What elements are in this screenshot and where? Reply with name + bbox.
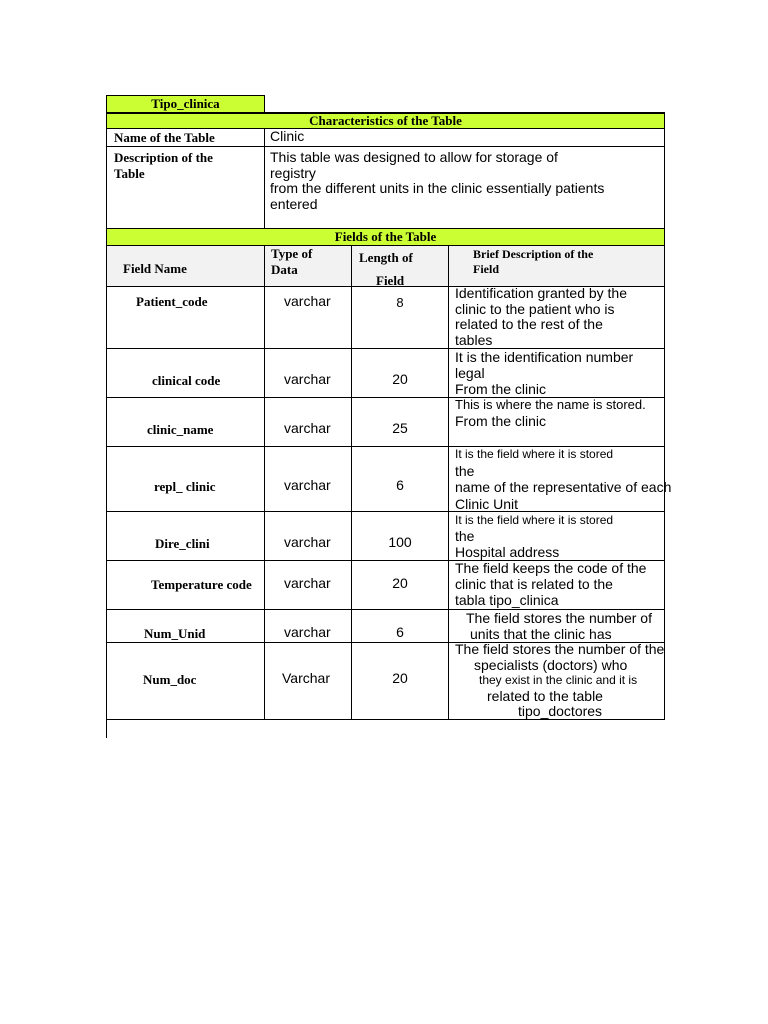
rule xyxy=(106,397,665,398)
rule xyxy=(448,245,449,720)
row-1-type: varchar xyxy=(284,371,331,387)
row-2-desc: This is where the name is stored. From the clinic xyxy=(455,397,646,429)
row-6-type: varchar xyxy=(284,624,331,640)
description-value: This table was designed to allow for storage of registry from the different units in the clinic essentially patients entered xyxy=(270,149,605,212)
rule xyxy=(106,609,665,610)
description-label: Description of the Table xyxy=(114,150,213,181)
row-7-desc: The field stores the number of the specialists (doctors) who they exist in the clinic and it is related to the table tipo_doctores xyxy=(455,641,665,719)
row-2-name: clinic_name xyxy=(147,422,214,437)
row-1-length: 20 xyxy=(392,371,408,387)
column-length: Length of Field xyxy=(359,250,413,288)
row-4-length: 100 xyxy=(388,534,412,550)
rule xyxy=(106,95,264,96)
row-0-name: Patient_code xyxy=(136,294,208,309)
rule xyxy=(264,128,265,229)
column-field-name: Field Name xyxy=(123,261,187,276)
row-0-type: varchar xyxy=(284,293,331,309)
row-4-desc: It is the field where it is stored the Hospital address xyxy=(455,513,614,560)
rule xyxy=(106,245,665,246)
rule xyxy=(106,95,107,738)
rule xyxy=(664,112,665,720)
rule xyxy=(106,719,665,720)
row-4-type: varchar xyxy=(284,534,331,550)
row-2-type: varchar xyxy=(284,420,331,436)
row-7-name: Num_doc xyxy=(143,672,197,687)
row-5-type: varchar xyxy=(284,575,331,591)
row-5-desc: The field keeps the code of the clinic that is related to the tabla tipo_clinica xyxy=(455,560,647,608)
column-type: Type of Data xyxy=(271,246,313,277)
name-value: Clinic xyxy=(270,128,305,144)
row-0-desc: Identification granted by the clinic to the patient who is related to the rest of the tables xyxy=(455,285,628,348)
row-1-desc: It is the identification number legal From the clinic xyxy=(455,349,634,397)
rule xyxy=(106,286,665,287)
rule xyxy=(264,245,265,720)
row-6-name: Num_Unid xyxy=(144,626,206,641)
row-5-name: Temperature code xyxy=(151,577,252,592)
row-6-length: 6 xyxy=(396,624,404,640)
rule xyxy=(106,511,665,512)
rule xyxy=(106,348,665,349)
fields-header-text: Fields of the Table xyxy=(334,229,437,244)
row-6-desc: The field stores the number of units that the clinic has xyxy=(466,610,652,642)
row-3-type: varchar xyxy=(284,477,331,493)
row-3-desc: It is the field where it is stored the name of the representative of each Clinic Unit xyxy=(455,447,672,512)
row-7-length: 20 xyxy=(392,670,408,686)
row-0-length: 8 xyxy=(396,295,404,310)
tab-title: Tipo_clinica xyxy=(151,96,220,111)
rule xyxy=(106,112,665,114)
rule xyxy=(106,446,665,447)
row-4-name: Dire_clini xyxy=(155,536,210,551)
row-2-length: 25 xyxy=(392,420,408,436)
rule xyxy=(106,642,665,643)
rule xyxy=(106,560,665,561)
row-3-length: 6 xyxy=(396,477,404,493)
rule xyxy=(106,146,665,147)
row-5-length: 20 xyxy=(392,575,408,591)
row-1-name: clinical code xyxy=(152,373,221,388)
row-3-name: repl_ clinic xyxy=(154,479,216,494)
name-label: Name of the Table xyxy=(114,130,215,145)
row-7-type: Varchar xyxy=(282,670,330,686)
rule xyxy=(106,228,665,229)
characteristics-header-text: Characteristics of the Table xyxy=(309,113,462,128)
rule xyxy=(264,95,265,113)
rule xyxy=(351,245,352,720)
rule xyxy=(106,128,665,129)
column-description: Brief Description of the Field xyxy=(473,247,594,276)
